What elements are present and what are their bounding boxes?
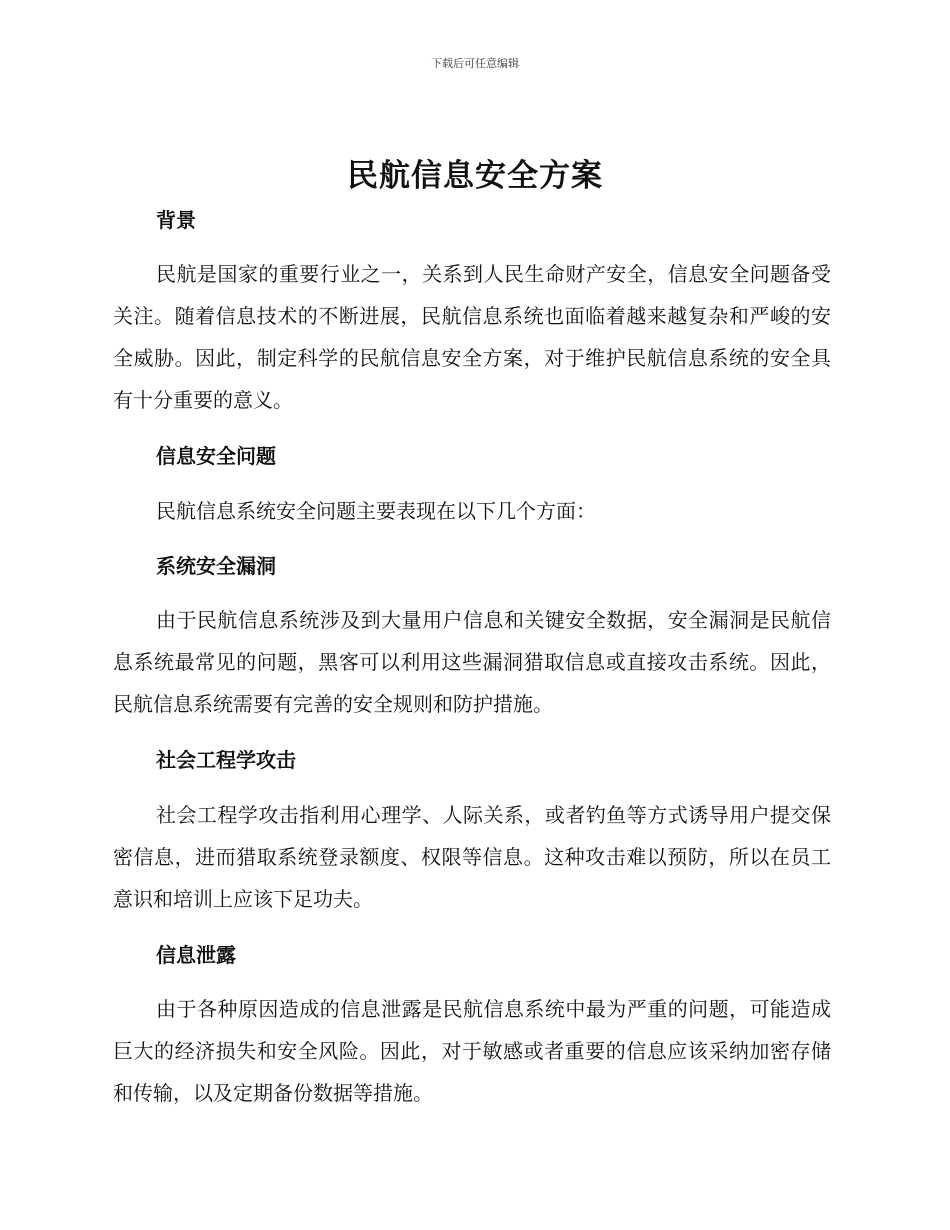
section-data-leak xyxy=(113,940,831,970)
section-background xyxy=(113,205,831,235)
section-vulnerabilities xyxy=(113,551,831,581)
section-vulnerabilities-body xyxy=(113,599,831,725)
document-title: 民航信息安全方案 xyxy=(347,158,603,194)
section-paragraph: 民航信息系统安全问题主要表现在以下几个方面： xyxy=(156,499,596,523)
section-data-leak-body xyxy=(113,988,831,1114)
section-paragraph: 由于各种原因造成的信息泄露是民航信息系统中最为严重的问题，可能造成巨大的经济损失和安全风险。因此，对于敏感或者重要的信息应该采纳加密存储和传输，以及定期备份数据等措施。 xyxy=(113,997,831,1105)
section-heading: 系统安全漏洞 xyxy=(156,554,276,578)
section-paragraph: 由于民航信息系统涉及到大量用户信息和关键安全数据，安全漏洞是民航信息系统最常见的问题，黑客可以利用这些漏洞猎取信息或直接攻击系统。因此，民航信息系统需要有完善的安全规则和防护措施。 xyxy=(113,608,831,716)
section-heading: 信息安全问题 xyxy=(156,444,276,468)
section-heading: 社会工程学攻击 xyxy=(156,748,296,772)
section-social-engineering xyxy=(113,745,831,775)
section-paragraph: 民航是国家的重要行业之一，关系到人民生命财产安全，信息安全问题备受关注。随着信息技术的不断进展，民航信息系统也面临着越来越复杂和严峻的安全威胁。因此，制定科学的民航信息安全方案，对于维护民航信息系统的安全具有十分重要的意义。 xyxy=(113,262,831,412)
section-social-engineering-body xyxy=(113,794,831,920)
section-security-issues-body xyxy=(113,490,831,532)
header-note: 下载后可任意编辑 xyxy=(431,57,519,70)
section-paragraph: 社会工程学攻击指利用心理学、人际关系，或者钓鱼等方式诱导用户提交保密信息，进而猎取系统登录额度、权限等信息。这种攻击难以预防，所以在员工意识和培训上应该下足功夫。 xyxy=(113,803,831,911)
section-security-issues xyxy=(113,441,831,471)
section-background-body xyxy=(113,253,831,421)
section-heading: 信息泄露 xyxy=(156,943,236,967)
section-heading: 背景 xyxy=(156,208,196,232)
